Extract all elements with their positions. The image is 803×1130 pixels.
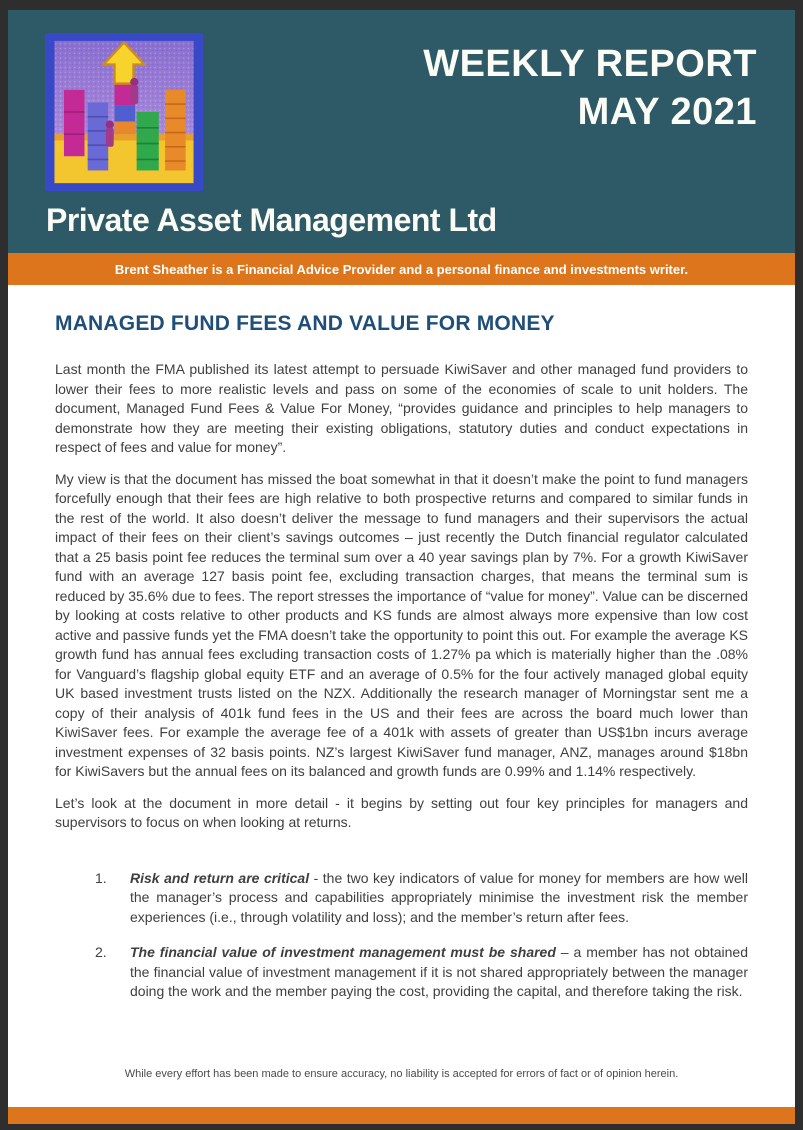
company-name: Private Asset Management Ltd — [46, 202, 497, 238]
report-period: MAY 2021 — [577, 91, 757, 133]
report-title: WEEKLY REPORT — [423, 43, 757, 85]
principles-list — [55, 869, 748, 1002]
report-header — [8, 10, 795, 253]
list-item-rest: - the two key indicators of value for money for members are how well the manager’s process and capabilities appropriately minimise the investment risk the member experiences (i.e., through volatility and loss); and the member’s return after fees. — [130, 869, 748, 925]
article-heading: MANAGED FUND FEES AND VALUE FOR MONEY — [55, 312, 555, 335]
author-banner — [8, 253, 795, 285]
author-banner-text: Brent Sheather is a Financial Advice Provider and a personal finance and investments writer. — [114, 261, 689, 277]
list-item-number: 2. — [95, 944, 107, 960]
footer-bar — [8, 1107, 795, 1124]
list-item-rest: – a member has not obtained the financial value of investment management if it is not shared appropriately between the manager doing the work and the member paying the cost, providing the capital, and therefore taking the risk. — [130, 944, 748, 999]
growth-blocks-logo-icon — [45, 32, 203, 192]
article-paragraph: My view is that the document has missed the boat somewhat in that it doesn’t make the point to fund managers forcefully enough that their fees are high relative to both prospective returns and compared to similar funds in the rest of the world. It also doesn’t deliver the message to fund managers and their supervisors the actual impact of their fees on their client’s savings outcomes – just recently the Dutch financial regulator calculated that a 25 basis point fee reduces the terminal sum over a 40 year savings plan by 7%. For a growth KiwiSaver fund with an average 127 basis point fee, excluding transaction charges, that means the terminal sum is reduced by 35.6% due to fees. The report stresses the importance of “value for money”. Value can be discerned by looking at costs relative to other products and KS funds are almost always more expensive than low cost active and passive funds yet the FMA doesn’t take the opportunity to point this out. For example the average KS growth fund has annual fees excluding transaction costs of 1.27% pa which is materially higher than the .08% for Vanguard’s flagship global equity ETF and an average of 0.5% for the four actively managed global equity UK based investment trusts listed on the NZX. Additionally the research manager of Morningstar sent me a copy of their analysis of 401k fund fees in the US and their fees are across the board much lower than KiwiSaver fees. For example the average fee of a 401k with assets of greater than US$1bn incurs average investment expenses of 32 basis points. NZ’s largest KiwiSaver fund manager, ANZ, manages around $18bn for KiwiSavers but the annual fees on its balanced and growth funds are 0.99% and 1.14% respectively. — [55, 470, 748, 779]
report-title-block — [423, 40, 757, 136]
list-item — [95, 869, 748, 928]
list-item-text — [130, 869, 748, 928]
builder-figure — [106, 121, 114, 147]
disclaimer-text: While every effort has been made to ensure accuracy, no liability is accepted for errors of fact or of opinion herein. — [124, 1068, 679, 1080]
list-item-lead: Risk and return are critical — [130, 869, 310, 886]
list-item — [95, 943, 748, 1002]
list-item-text — [130, 943, 748, 1002]
list-item-number: 1. — [95, 869, 107, 886]
list-item-lead: The financial value of investment management must be shared — [130, 944, 556, 960]
article-paragraph: Let’s look at the document in more detail - it begins by setting out four key principles for managers and supervisors to focus on when looking at returns. — [55, 794, 748, 830]
climber-figure — [130, 78, 138, 104]
article-body — [8, 285, 795, 1107]
article-paragraph: Last month the FMA published its latest attempt to persuade KiwiSaver and other managed fund providers to lower their fees to more realistic levels and pass on some of the economies of scale to unit holders. The document, Managed Fund Fees & Value For Money, “provides guidance and principles to help managers to demonstrate how they are meeting their existing obligations, statutory duties and conduct expectations in respect of fees and value for money”. — [55, 361, 748, 455]
report-sheet — [8, 10, 795, 1124]
